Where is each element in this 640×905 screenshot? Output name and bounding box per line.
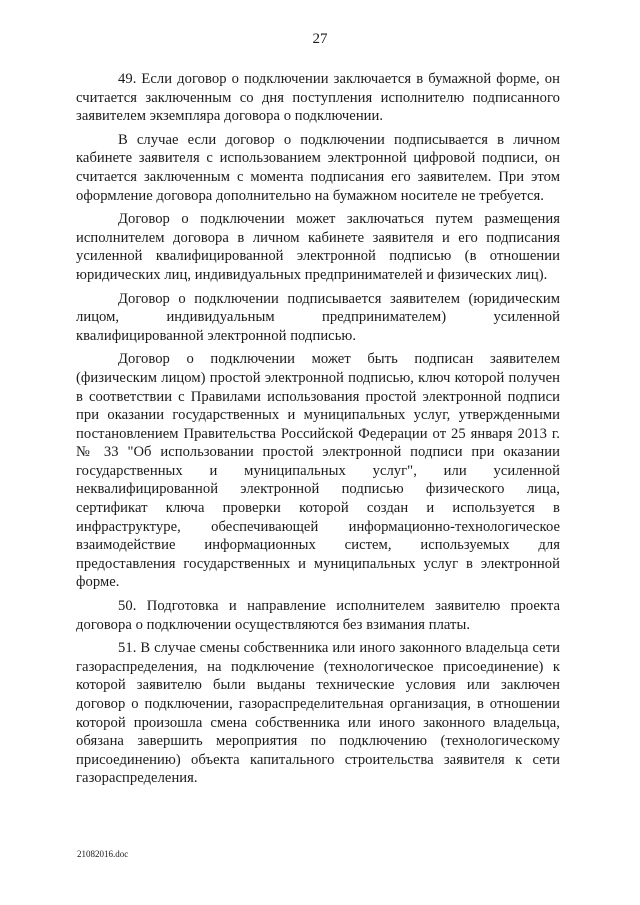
paragraph-50: 50. Подготовка и направление исполнителем заявителю проекта договора о подключении осуществляются без взимания платы. [76,598,560,633]
document-body [76,70,560,793]
paragraph-51: 51. В случае смены собственника или иного законного владельца сети газораспределения, на подключение (технологическое присоединение) к которой заявителю были выданы технические условия или заключен договор о подключении, газораспределительная организация, в отношении которой произошла смена собственника или иного законного владельца, обязана завершить мероприятия по подключению (технологическому присоединению) объекта капитального строительства заявителя к сети газораспределения. [76,640,560,787]
paragraph-49: 49. Если договор о подключении заключается в бумажной форме, он считается заключенным со дня поступления исполнителю подписанного заявителем экземпляра договора о подключении. [76,71,560,125]
footer-filename: 21082016.doc [77,849,129,859]
paragraph-individual-signature: Договор о подключении может быть подписан заявителем (физическим лицом) простой электронной подписью, ключ которой получен в соответствии с Правилами использования простой электронной подписи при оказании государственных и муниципальных услуг, утвержденными постановлением Правительства Российской Федерации от 25 января 2013 г. № 33 "Об использовании простой электронной подписи при оказании государственных и муниципальных услуг", или усиленной неквалифицированной электронной подписью физического лица, сертификат ключа проверки которой создан и используется в инфраструктуре, обеспечивающей информационно-технологическое взаимодействие информационных систем, используемых для предоставления государственных и муниципальных услуг в электронной форме. [76,351,560,591]
paragraph-legal-entity-signature: Договор о подключении подписывается заявителем (юридическим лицом, индивидуальным предпринимателем) усиленной квалифицированной электронной подписью. [76,290,560,344]
paragraph-placement-in-cabinet: Договор о подключении может заключаться путем размещения исполнителем договора в личном кабинете заявителя и его подписания усиленной квалифицированной электронной подписью (в отношении юридических лиц, индивидуальных предпринимателей и физических лиц). [76,211,560,283]
page-number: 27 [312,31,328,47]
paragraph-electronic-signature-cabinet: В случае если договор о подключении подписывается в личном кабинете заявителя с использованием электронной цифровой подписи, он считается заключенным с момента подписания его заявителем. При этом оформление договора дополнительно на бумажном носителе не требуется. [76,131,560,204]
